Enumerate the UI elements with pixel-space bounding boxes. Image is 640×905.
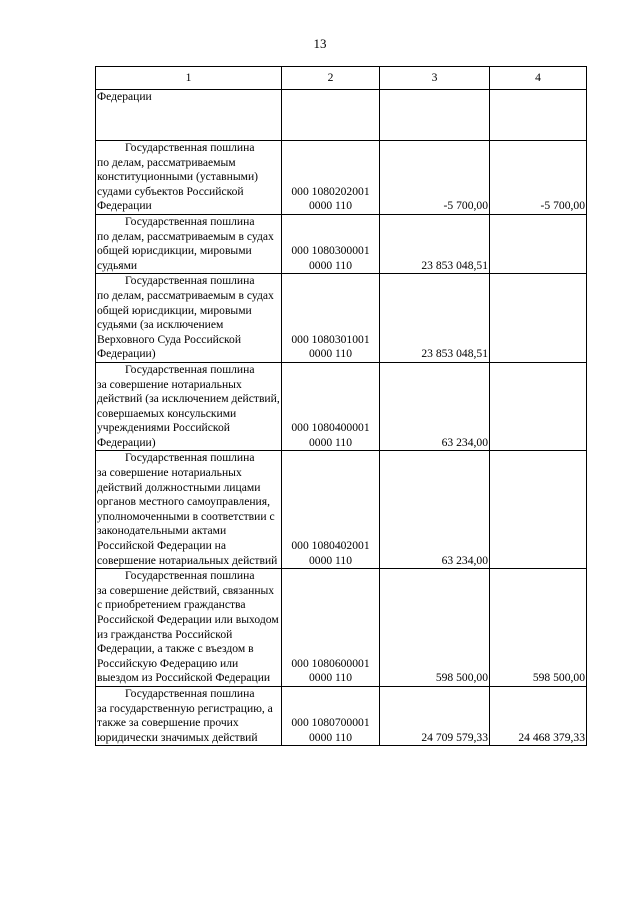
table-row bbox=[96, 686, 587, 745]
row-value-col3: 63 234,00 bbox=[380, 451, 490, 569]
row-description bbox=[96, 141, 282, 215]
row-code-line1: 000 1080202001 bbox=[291, 184, 370, 198]
row-code-line1: 000 1080402001 bbox=[291, 539, 370, 553]
row-code-line1: 000 1080600001 bbox=[291, 656, 370, 670]
empty-cell bbox=[380, 90, 490, 141]
row-value-col3: 23 853 048,51 bbox=[380, 274, 490, 363]
row-code-line1: 000 1080700001 bbox=[291, 716, 370, 730]
empty-cell bbox=[490, 90, 587, 141]
row-value-col3: 63 234,00 bbox=[380, 362, 490, 451]
row-description-lead: Государственная пошлина bbox=[125, 214, 255, 228]
row-description-lead: Государственная пошлина bbox=[125, 362, 255, 376]
budget-table bbox=[95, 66, 587, 746]
table-row bbox=[96, 214, 587, 273]
row-code bbox=[282, 451, 380, 569]
row-description-rest: по делам, рассматриваемым в судах общей юрисдикции, мировыми судьями bbox=[97, 229, 274, 272]
row-code-line1: 000 1080301001 bbox=[291, 332, 370, 346]
row-description-rest: по делам, рассматриваемым конституционными (уставными) судами субъектов Российской Федерации bbox=[97, 155, 259, 213]
row-description-lead: Государственная пошлина bbox=[125, 569, 255, 583]
row-code bbox=[282, 141, 380, 215]
row-value-col3: 24 709 579,33 bbox=[380, 686, 490, 745]
header-col-1: 1 bbox=[96, 67, 282, 90]
row-value-col4: 24 468 379,33 bbox=[490, 686, 587, 745]
row-description bbox=[96, 274, 282, 363]
row-description-rest: за государственную регистрацию, а также за совершение прочих юридически значимых действий bbox=[97, 701, 273, 744]
row-description-rest: за совершение нотариальных действий должностными лицами органов местного самоуправления, уполномоченными в соответствии с законодательными актами Российской Федерации на совершение нотариальных действий bbox=[97, 466, 278, 567]
row-description bbox=[96, 686, 282, 745]
row-description-lead: Государственная пошлина bbox=[125, 451, 255, 465]
row-description-lead: Государственная пошлина bbox=[125, 274, 255, 288]
row-description bbox=[96, 362, 282, 451]
header-col-3: 3 bbox=[380, 67, 490, 90]
table-row bbox=[96, 141, 587, 215]
row-description bbox=[96, 214, 282, 273]
row-code-line2: 0000 110 bbox=[308, 435, 353, 449]
row-description-rest: за совершение действий, связанных с приобретением гражданства Российской Федерации или выходом из гражданства Российской Федерации, а также с въездом в Российскую Федерацию или выездом из Российской Федерации bbox=[97, 583, 279, 685]
row-value-col4 bbox=[490, 214, 587, 273]
table-row bbox=[96, 569, 587, 687]
row-code-line1: 000 1080300001 bbox=[291, 244, 370, 258]
continuation-text: Федерации bbox=[96, 90, 282, 141]
row-code-line2: 0000 110 bbox=[308, 553, 353, 567]
header-row bbox=[96, 67, 587, 90]
row-description-rest: за совершение нотариальных действий (за исключением действий, совершаемых консульскими учреждениями Российской Федерации) bbox=[97, 377, 280, 449]
row-code bbox=[282, 362, 380, 451]
row-value-col4 bbox=[490, 362, 587, 451]
row-code bbox=[282, 686, 380, 745]
row-code-line2: 0000 110 bbox=[308, 671, 353, 685]
row-code-line1: 000 1080400001 bbox=[291, 421, 370, 435]
header-col-2: 2 bbox=[282, 67, 380, 90]
row-code bbox=[282, 214, 380, 273]
table-row bbox=[96, 451, 587, 569]
empty-cell bbox=[282, 90, 380, 141]
row-value-col4: 598 500,00 bbox=[490, 569, 587, 687]
row-value-col4: -5 700,00 bbox=[490, 141, 587, 215]
row-value-col4 bbox=[490, 451, 587, 569]
row-code bbox=[282, 274, 380, 363]
row-code-line2: 0000 110 bbox=[308, 730, 353, 744]
row-description-rest: по делам, рассматриваемым в судах общей юрисдикции, мировыми судьями (за исключением Верховного Суда Российской Федерации) bbox=[97, 288, 274, 361]
row-value-col4 bbox=[490, 274, 587, 363]
row-code bbox=[282, 569, 380, 687]
header-col-4: 4 bbox=[490, 67, 587, 90]
row-value-col3: -5 700,00 bbox=[380, 141, 490, 215]
row-description-lead: Государственная пошлина bbox=[125, 141, 255, 154]
table-row bbox=[96, 362, 587, 451]
row-value-col3: 598 500,00 bbox=[380, 569, 490, 687]
row-description-lead: Государственная пошлина bbox=[125, 686, 255, 700]
row-description bbox=[96, 451, 282, 569]
table-row bbox=[96, 274, 587, 363]
row-code-line2: 0000 110 bbox=[308, 347, 353, 361]
row-code-line2: 0000 110 bbox=[308, 199, 353, 213]
row-value-col3: 23 853 048,51 bbox=[380, 214, 490, 273]
row-code-line2: 0000 110 bbox=[308, 258, 353, 272]
row-description bbox=[96, 569, 282, 687]
page-number: 13 bbox=[313, 36, 327, 51]
continuation-row bbox=[96, 90, 587, 141]
